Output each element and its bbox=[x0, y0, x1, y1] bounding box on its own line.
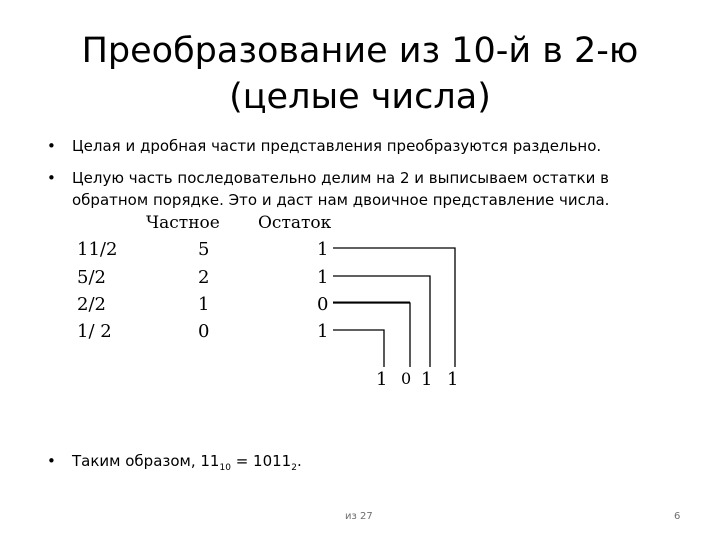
bullet-marker: • bbox=[47, 137, 56, 155]
result-digit-1: 1 bbox=[376, 369, 388, 390]
row-1-remainder: 1 bbox=[317, 239, 329, 260]
row-1-expr: 11/2 bbox=[77, 239, 118, 260]
row-4-expr: 1/ 2 bbox=[77, 321, 112, 342]
row-3-expr: 2/2 bbox=[77, 294, 106, 315]
footer-page-number: 6 bbox=[674, 511, 681, 522]
row-1-quotient: 5 bbox=[198, 239, 210, 260]
arrow-line-row-2 bbox=[333, 276, 430, 367]
row-4-quotient: 0 bbox=[198, 321, 210, 342]
title-line-2: (целые числа) bbox=[229, 77, 491, 117]
result-digit-3: 1 bbox=[421, 369, 433, 390]
bullet-2-text: Целую часть последовательно делим на 2 и выписываем остатки в обратном порядке. Это и даст нам двоичное представление числа. bbox=[72, 169, 610, 209]
bullet-marker: • bbox=[47, 452, 56, 470]
row-2-expr: 5/2 bbox=[77, 267, 106, 288]
header-quotient: Частное bbox=[146, 213, 220, 233]
conclusion-suffix: . bbox=[296, 452, 302, 470]
conclusion-base-2: 2 bbox=[291, 463, 297, 473]
bullet-conclusion bbox=[47, 450, 670, 473]
title-line-1: Преобразование из 10-й в 2-ю bbox=[81, 31, 639, 71]
header-remainder: Остаток bbox=[258, 213, 332, 233]
row-4-remainder: 1 bbox=[317, 321, 329, 342]
arrow-line-row-1 bbox=[333, 248, 455, 367]
arrow-line-row-3 bbox=[333, 303, 410, 367]
bullet-marker: • bbox=[47, 169, 56, 187]
row-2-quotient: 2 bbox=[198, 267, 210, 288]
conclusion-prefix: Таким образом, 11 bbox=[72, 452, 220, 470]
result-digit-2: 0 bbox=[401, 369, 412, 388]
row-2-remainder: 1 bbox=[317, 267, 329, 288]
row-3-quotient: 1 bbox=[198, 294, 210, 315]
result-digit-4: 1 bbox=[447, 369, 459, 390]
footer-page-count: из 27 bbox=[345, 511, 373, 522]
conclusion-text bbox=[72, 450, 670, 472]
conclusion-base-10: 10 bbox=[219, 463, 231, 473]
bullet-1-text: Целая и дробная части представления преобразуются раздельно. bbox=[72, 137, 602, 155]
row-3-remainder: 0 bbox=[317, 294, 329, 315]
conclusion-mid: = 1011 bbox=[230, 452, 292, 470]
arrow-line-row-4 bbox=[333, 330, 384, 367]
